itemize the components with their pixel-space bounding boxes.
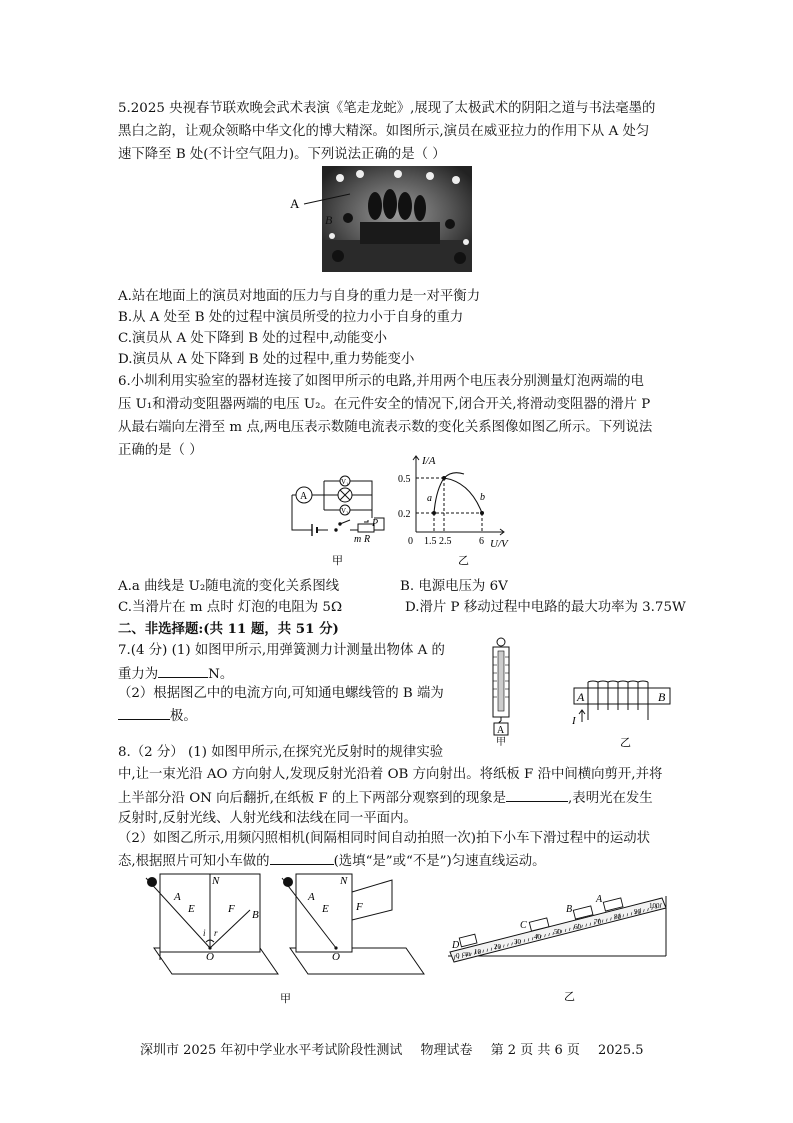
q6-stem-line-1: 6.小圳利用实验室的器材连接了如图甲所示的电路,并用两个电压表分别测量灯泡两端的电 [118,374,644,389]
cart-label-a: A [596,894,603,905]
q6-stem-line-3: 从最右端向左滑至 m 点,两电压表示数随电流表示数的变化关系图像如图乙所示。下列说法 [118,420,653,435]
left-label-n: N [212,875,220,887]
voltmeter-1-label: V₁ [341,478,349,486]
q7-blank-1[interactable] [158,663,208,678]
q7-solenoid-figure [570,680,680,750]
page-footer [140,1039,658,1058]
q5-stem-line-3: 速下降至 B 处(不计空气阻力)。下列说法正确的是（ ） [118,147,446,162]
ruler-tick-100: 100 [649,902,660,910]
graph-xtick-1-5: 1.5 [424,536,437,547]
footer-subject: 物理试卷 [420,1043,473,1058]
q6-circuit-diagram [284,458,394,570]
cart-label-b: B [566,904,573,915]
q5-option-d[interactable]: D.演员从 A 处下降到 B 处的过程中,重力势能变小 [118,352,415,367]
q6-option-a[interactable]: A.a 曲线是 U₂随电流的变化关系图线 [118,579,340,594]
footer-page: 第 2 页 共 6 页 [490,1043,580,1058]
reflection-caption: 甲 [280,993,291,1005]
q5-stem-line-2: 黑白之韵，让观众领略中华文化的博大精深。如图所示,演员在威亚拉力的作用下从 A 处匀 [118,124,650,139]
solenoid-caption: 乙 [620,737,631,749]
q7-spring-scale-figure [484,637,518,747]
q8-line-3-prefix: 上半部分沿 ON 向后翻折,在纸板 F 的上下两部分观察到的现象是 [118,791,507,806]
solenoid-current-label: I [572,715,576,727]
ruler-tick-40: 40 [534,933,541,941]
slider-p-label: P [372,518,379,529]
q8-reflection-figure [140,870,430,1010]
performance-photo [280,166,480,276]
q6-stem-line-2: 压 U₁和滑动变阻器两端的电压 U₂。在元件安全的情况下,闭合开关,将滑动变阻器的滑片 P [118,397,651,412]
photo-label-a: A [290,196,300,211]
right-label-a: A [308,891,315,903]
graph-xlabel: U/V [490,538,508,550]
left-label-i: i [203,928,206,938]
photo-label-b: B [325,213,333,227]
graph-point-b: b [480,492,485,503]
point-m-label: m [354,534,362,545]
left-label-o: O [206,951,214,963]
graph-ytick-0-2: 0.2 [398,509,411,520]
ruler-tick-70: 70 [594,918,601,926]
q7-line-2-prefix: 重力为 [118,667,159,682]
footer-exam-title: 深圳市 2025 年初中学业水平考试阶段性测试 [140,1043,403,1058]
ruler-tick-10: 10 [474,948,481,956]
q6-option-b[interactable]: B. 电源电压为 6V [400,579,508,594]
q8-line-4: 反射时,反射光线、人射光线和法线在同一平面内。 [118,811,417,826]
q7-line-1: 7.(4 分) (1) 如图甲所示,用弹簧测力计测量出物体 A 的 [118,643,445,658]
voltmeter-2-label: V₂ [341,507,349,515]
graph-caption: 乙 [458,555,469,567]
q6-iu-graph [396,452,516,572]
left-label-e: E [188,903,195,915]
q8-line-2: 中,让一束光沿 AO 方向射人,发现反射光沿着 OB 方向射出。将纸板 F 沿中间横向剪开,并将 [118,767,663,782]
q6-option-d[interactable]: D.滑片 P 移动过程中电路的最大功率为 3.75W [405,600,686,615]
graph-ytick-0-5: 0.5 [398,474,411,485]
footer-date: 2025.5 [598,1043,644,1058]
solenoid-end-a: A [577,690,585,704]
ruler-tick-20: 20 [494,943,501,951]
spring-caption: 甲 [496,737,506,747]
ruler-tick-30: 30 [514,938,521,946]
q7-line-2 [118,663,233,685]
cart-d [459,934,477,947]
q8-line-5: （2）如图乙所示,用频闪照相机(间隔相同时间自动拍照一次)拍下小车下滑过程中的运动状 [118,831,651,846]
ruler-tick-90: 90 [634,908,641,916]
right-label-n: N [340,875,348,887]
right-label-e: E [322,903,329,915]
ruler-tick-0: 0 [456,952,460,960]
right-label-o: O [332,951,340,963]
q5-stem-line-1: 5.2025 央视春节联欢晚会武术表演《笔走龙蛇》,展现了太极武术的阴阳之道与书法毫墨的 [118,101,656,116]
q8-line-6-suffix: (选填“是”或“不是”)匀速直线运动。 [333,854,546,869]
graph-xtick-2-5: 2.5 [439,536,452,547]
graph-ylabel: I/A [422,455,436,467]
rheostat-r-label: R [364,534,371,545]
q6-option-c[interactable]: C.当滑片在 m 点时 灯泡的电阻为 5Ω [118,600,343,615]
q5-option-a[interactable]: A.站在地面上的演员对地面的压力与自身的重力是一对平衡力 [118,289,481,304]
q7-line-4-suffix: 极。 [170,709,197,724]
q5-photo-figure [280,166,480,276]
cart-label-c: C [520,920,527,931]
incline-caption: 乙 [564,991,575,1003]
solenoid-end-b: B [658,690,666,704]
circuit-caption: 甲 [332,555,343,567]
q7-line-4 [118,705,197,727]
q8-line-6 [118,850,545,872]
q8-line-3 [118,787,653,809]
spring-object-label: A [497,725,505,736]
q7-line-3: （2）根据图乙中的电流方向,可知通电螺线管的 B 端为 [118,686,444,701]
graph-origin: 0 [408,536,413,547]
left-label-a: A [174,891,181,903]
q5-option-c[interactable]: C.演员从 A 处下降到 B 处的过程中,动能变小 [118,331,388,346]
graph-xtick-6: 6 [479,536,484,547]
q8-line-1: 8.（2 分） (1) 如图甲所示,在探究光反射时的规律实验 [118,745,444,760]
q8-line-6-prefix: 态,根据照片可知小车做的 [118,854,270,869]
q8-incline-figure [444,892,672,1006]
ruler-tick-60: 60 [574,923,581,931]
section-2-title: 二、非选择题:(共 11 题，共 51 分) [118,621,339,637]
q8-blank-2[interactable] [270,850,334,865]
q5-option-b[interactable]: B.从 A 处至 B 处的过程中演员所受的拉力小于自身的重力 [118,310,464,325]
left-label-f: F [228,903,235,915]
ruler-tick-80: 80 [614,913,621,921]
ammeter-label: A [300,491,308,502]
graph-point-a: a [427,493,432,504]
left-label-r: r [214,928,218,938]
right-label-f: F [356,901,363,913]
q7-blank-2[interactable] [118,705,170,720]
q6-stem-line-4: 正确的是（ ） [118,443,203,458]
q8-line-3-suffix: ,表明光在发生 [568,791,653,806]
left-label-b: B [252,909,259,921]
ruler-tick-50: 50 [554,928,561,936]
ruler-tick-cm: cm [462,950,471,958]
q8-blank-1[interactable] [506,787,568,802]
cart-label-d: D [452,940,460,951]
q7-line-2-suffix: N。 [208,667,234,682]
